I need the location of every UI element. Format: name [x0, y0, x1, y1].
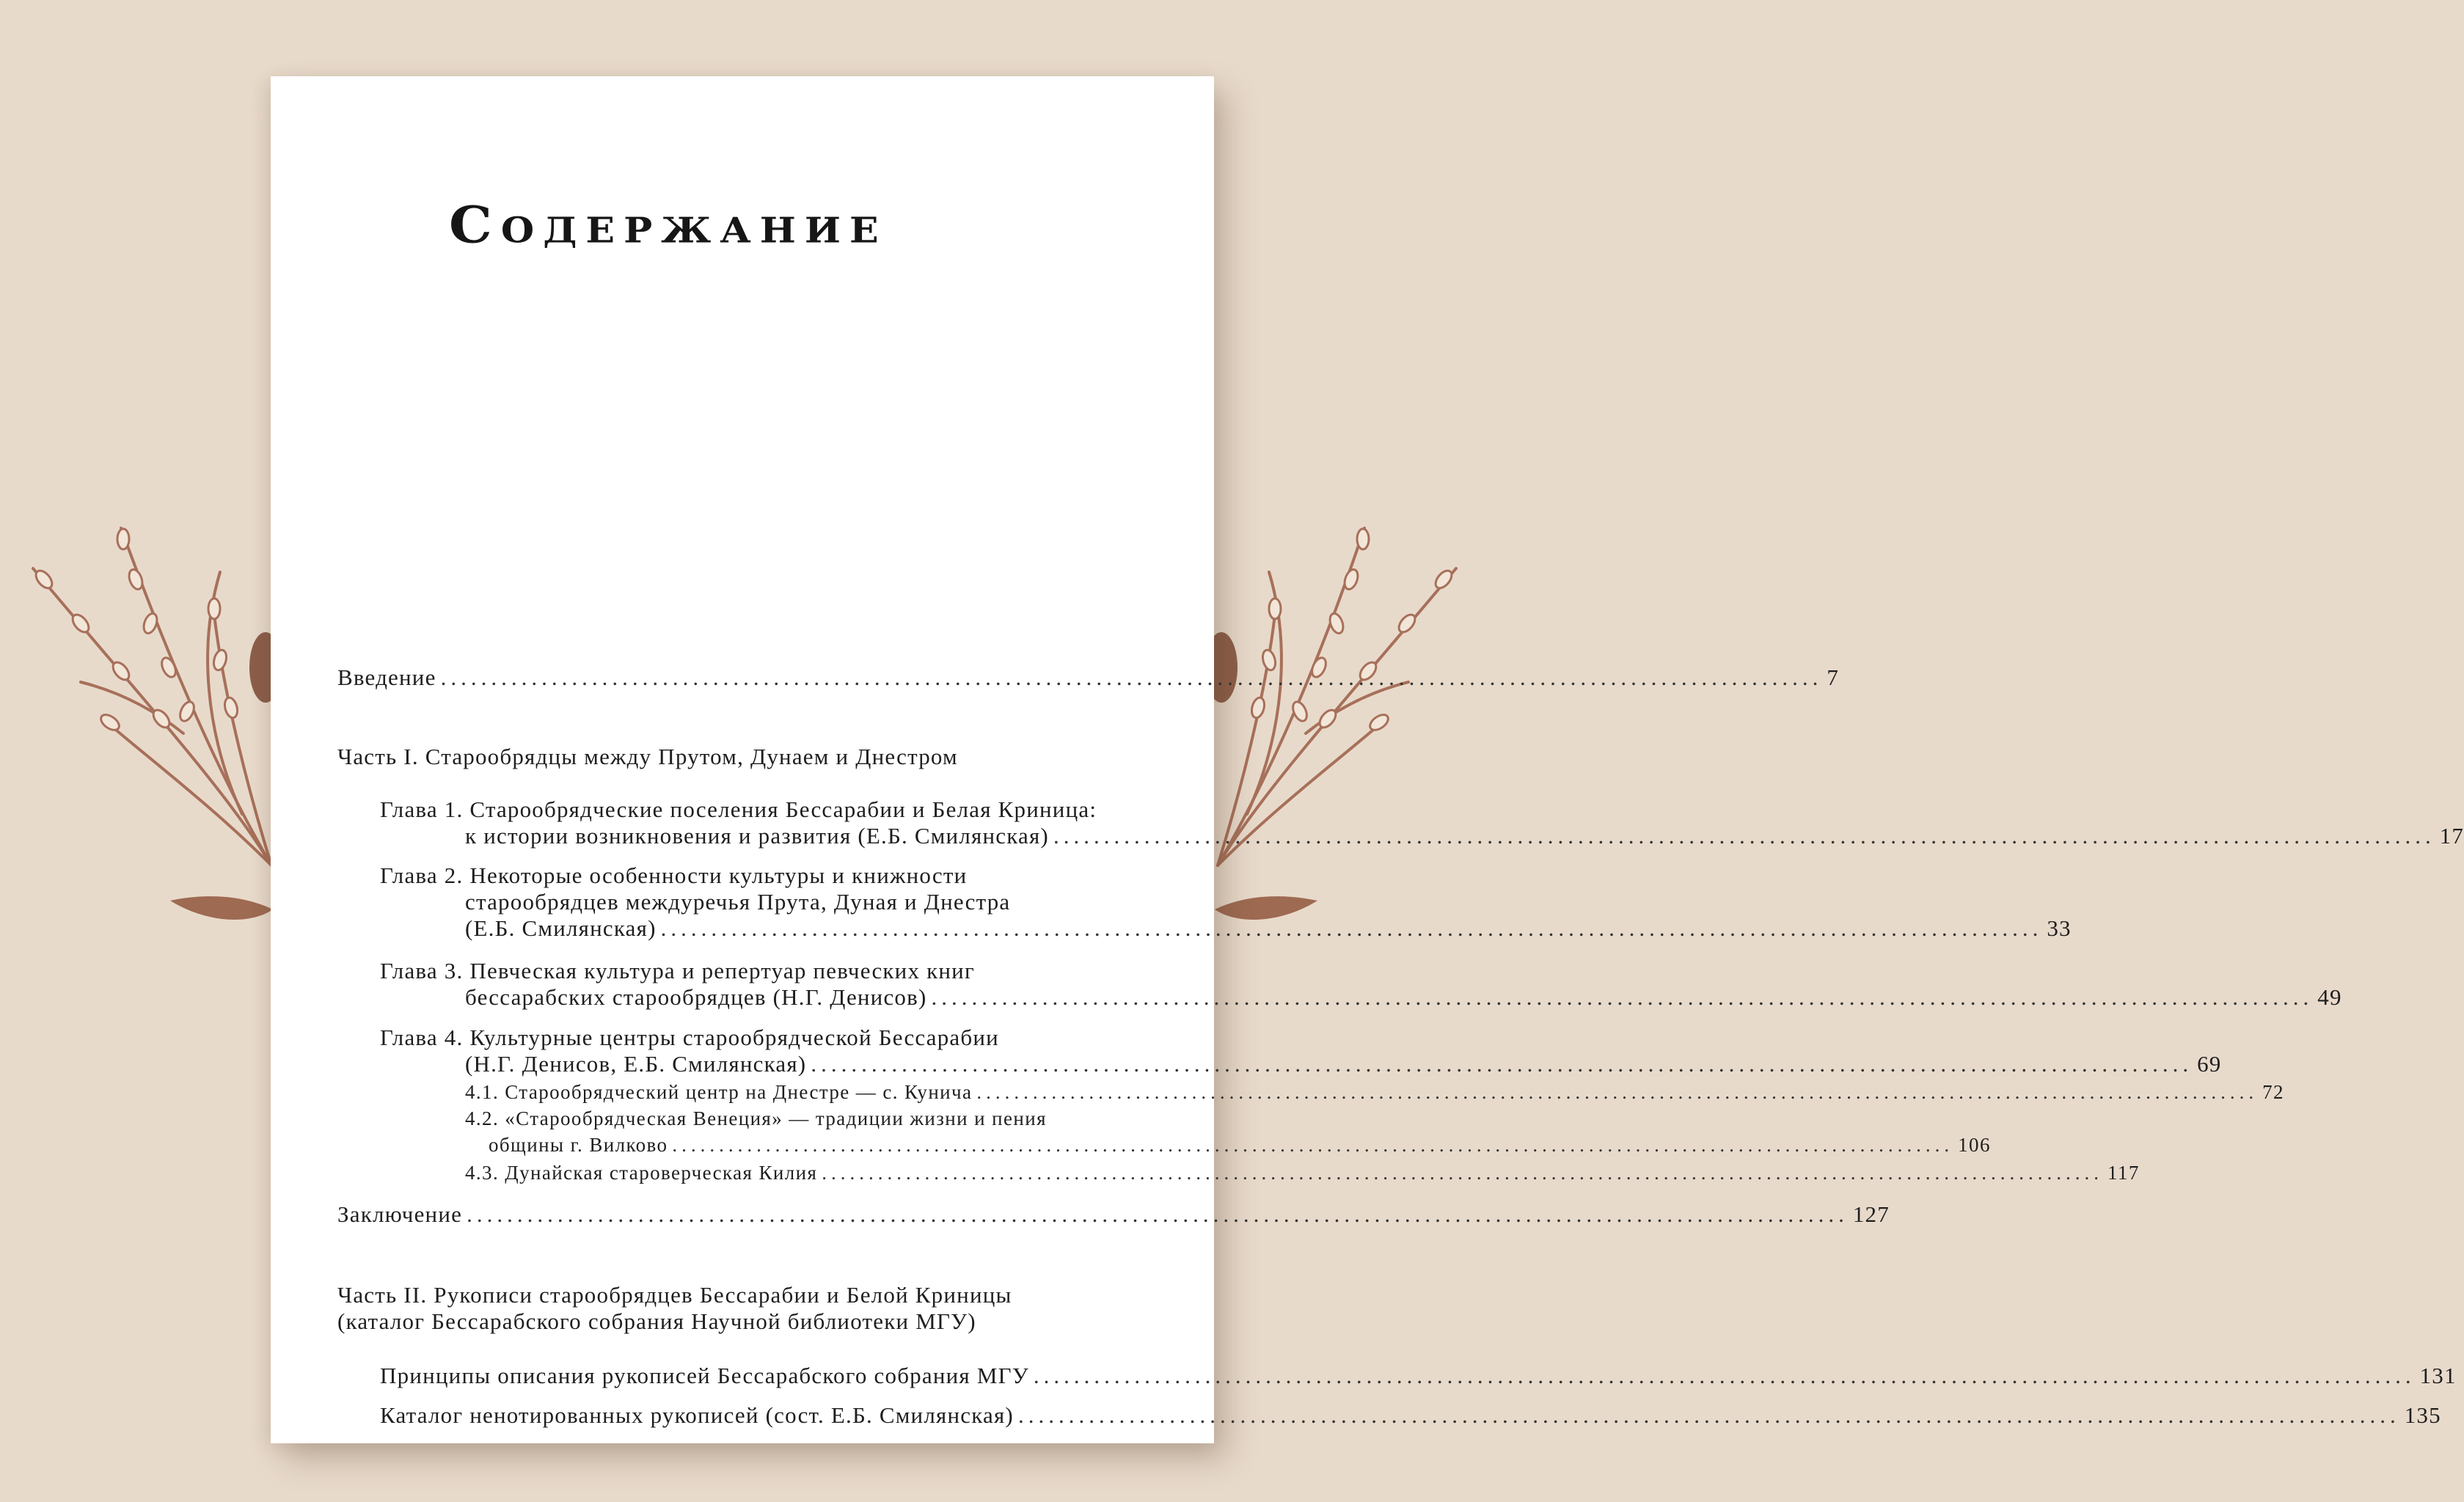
page-title: Содержание	[449, 197, 888, 255]
toc-chapter-3-line1[interactable]: Глава 3. Певческая культура и репертуар певческих книг	[380, 958, 975, 983]
toc-entry-principles[interactable]	[380, 1363, 2457, 1389]
toc-chapter-3-line2[interactable]	[465, 984, 2342, 1011]
toc-entry-label: 4.3. Дунайская староверческая Килия	[465, 1162, 818, 1184]
toc-chapter-4-line2[interactable]	[465, 1051, 2222, 1077]
toc-page-number: 33	[2047, 915, 2072, 941]
toc-page-number: 106	[1958, 1134, 1991, 1156]
toc-entry-label: Каталог ненотированных рукописей (сост. Е.Б. Смилянская)	[380, 1402, 1014, 1428]
dot-leader: .........................................................................................................................................	[672, 1134, 1954, 1156]
book-page	[271, 76, 2464, 1443]
toc-entry-label: (Н.Г. Денисов, Е.Б. Смилянская)	[465, 1051, 807, 1077]
dot-leader: .........................................................................................................................................	[811, 1051, 2193, 1077]
dot-leader: .........................................................................................................................................	[1017, 1402, 2400, 1428]
toc-chapter-1-line2[interactable]	[465, 823, 2464, 849]
toc-entry-label: общины г. Вилково	[489, 1134, 668, 1156]
toc-entry-label: Введение	[337, 664, 436, 690]
toc-part-1-heading[interactable]: Часть I. Старообрядцы между Прутом, Дунаем и Днестром	[337, 744, 958, 769]
toc-entry-label: Принципы описания рукописей Бессарабского собрания МГУ	[380, 1363, 1029, 1388]
dot-leader: .........................................................................................................................................	[976, 1081, 2259, 1103]
toc-chapter-1-line1[interactable]: Глава 1. Старообрядческие поселения Бессарабии и Белая Криница:	[380, 796, 1097, 822]
dot-leader: .........................................................................................................................................	[931, 984, 2314, 1010]
toc-chapter-2-line1[interactable]: Глава 2. Некоторые особенности культуры и книжности	[380, 862, 968, 888]
dot-leader: .........................................................................................................................................	[467, 1201, 1849, 1227]
toc-part-2-heading-line2[interactable]: (каталог Бессарабского собрания Научной библиотеки МГУ)	[337, 1308, 976, 1334]
toc-chapter-4-line1[interactable]: Глава 4. Культурные центры старообрядческой Бессарабии	[380, 1025, 999, 1050]
toc-section-4-2-line1[interactable]: 4.2. «Старообрядческая Венеция» — традиции жизни и пения	[465, 1107, 1047, 1129]
dot-leader: .........................................................................................................................................	[1053, 823, 2435, 849]
toc-page-number: 49	[2317, 984, 2342, 1010]
toc-page-number: 69	[2197, 1051, 2222, 1077]
dot-leader: .........................................................................................................................................	[822, 1162, 2104, 1184]
toc-page-number: 127	[1852, 1201, 1890, 1227]
toc-page-number: 135	[2404, 1402, 2441, 1428]
toc-section-4-2-line2[interactable]	[489, 1134, 1991, 1157]
toc-page-number: 17	[2439, 823, 2464, 849]
toc-page-number: 131	[2419, 1363, 2457, 1388]
toc-page-number: 7	[1827, 664, 1840, 690]
toc-entry-label: Заключение	[337, 1201, 463, 1227]
toc-chapter-2-line2[interactable]: старообрядцев междуречья Прута, Дуная и Днестра	[465, 889, 1011, 915]
toc-entry-label: (Е.Б. Смилянская)	[465, 915, 657, 941]
toc-entry-label: к истории возникновения и развития (Е.Б. Смилянская)	[465, 823, 1049, 849]
toc-page-number: 117	[2107, 1162, 2140, 1184]
toc-entry-conclusion[interactable]	[337, 1201, 1890, 1228]
toc-page-number: 72	[2262, 1081, 2284, 1103]
toc-entry-label: бессарабских старообрядцев (Н.Г. Денисов)	[465, 984, 927, 1010]
toc-entry-intro[interactable]	[337, 664, 1840, 691]
toc-section-4-1[interactable]	[465, 1081, 2284, 1104]
dot-leader: .........................................................................................................................................	[440, 664, 1823, 690]
dot-leader: .........................................................................................................................................	[1033, 1363, 2416, 1388]
dot-leader: .........................................................................................................................................	[660, 915, 2043, 941]
toc-section-4-3[interactable]	[465, 1162, 2140, 1184]
toc-part-2-heading-line1[interactable]: Часть II. Рукописи старообрядцев Бессарабии и Белой Криницы	[337, 1282, 1012, 1308]
toc-entry-label: 4.1. Старообрядческий центр на Днестре — с. Кунича	[465, 1081, 973, 1103]
toc-chapter-2-line3[interactable]	[465, 915, 2072, 942]
toc-entry-catalog[interactable]	[380, 1402, 2441, 1429]
